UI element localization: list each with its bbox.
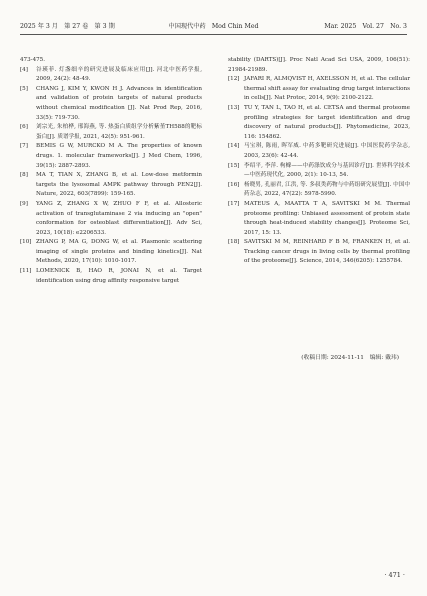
reference-item xyxy=(20,171,202,200)
reference-text: YANG Z, ZHANG X W, ZHUO F F, et al. Allosteric activation of transglutaminase 2 via inducing an "open" conformation for osteoblast differentiation[J]. Adv Sci, 2023, 10(18): e2206533. xyxy=(36,200,202,236)
reference-text: MA T, TIAN X, ZHANG B, et al. Low-dose metformin targets the lysosomal AMPK pathway through PEN2[J]. Nature, 2022, 603(7899): 159-165. xyxy=(36,172,202,198)
reference-text: MATEUS A, MAATTA T A, SAVITSKI M M. Thermal proteome profiling: Unbiased assessment of protein state through heat-induced stability changes[J]. Proteome Sci, 2017, 15: 13. xyxy=(244,200,410,236)
reference-text: CHANG J, KIM Y, KWON H J. Advances in identification and validation of protein targets of natural products without chemical modification [J]. Nat Prod Rep, 2016, 33(5): 719-730. xyxy=(36,85,202,121)
reference-item xyxy=(228,181,410,200)
reference-number: [7] xyxy=(20,143,28,150)
reference-text: BEMIS G W, MURCKO M A. The properties of known drugs. 1. molecular frameworks[J]. J Med Chem, 1996, 39(15): 2887-2893. xyxy=(36,143,202,169)
reference-item xyxy=(20,238,202,267)
reference-text: 谷瑛菲. 灯盏细辛的研究进展及临床应用[J]. 河北中医药学报, 2009, 24(2): 48-49. xyxy=(36,66,202,83)
received-date-editor-note: (收稿日期: 2024-11-11 编辑: 戴玮) xyxy=(301,355,399,361)
reference-text: JAFARI R, ALMQVIST H, AXELSSON H, et al. The cellular thermal shift assay for evaluating drug target interactions in cells[J]. Nat Protoc, 2014, 9(9): 2100-2122. xyxy=(244,76,410,102)
reference-number: [9] xyxy=(20,200,28,207)
reference-text: ZHANG P, MA G, DONG W, et al. Plasmonic scattering imaging of single proteins and binding kinetics[J]. Nat Methods, 2020, 17(10): 1010-1017. xyxy=(36,239,202,265)
reference-number: [4] xyxy=(20,66,28,73)
reference-number: [14] xyxy=(228,143,240,150)
header-issue-cn: 2025 年 3 月 第 27 卷 第 3 期 xyxy=(20,23,115,30)
reference-text: SAVITSKI M M, REINHARD F B M, FRANKEN H, et al. Tracking cancer drugs in living cells by thermal profiling of the proteome[J]. Science, 2014, 346(6205): 1255784. xyxy=(244,239,410,265)
references-left-column xyxy=(20,56,202,286)
reference-text: LOMENICK B, HAO R, JONAI N, et al. Target identification using drug affinity responsive target xyxy=(36,268,202,284)
reference-number: [18] xyxy=(228,239,240,246)
reference-number: [15] xyxy=(228,162,240,169)
reference-text: 杨晓男, 孔丽君, 江洪, 等. 多叔类药物与中药组研究展望[J]. 中国中药杂志, 2022, 47(22): 5978-5990. xyxy=(244,181,410,198)
reference-item xyxy=(20,142,202,171)
reference-text: TU Y, TAN L, TAO H, et al. CETSA and thermal proteome profiling strategies for target identification and drug discovery of natural products[J]. Phytomedicine, 2023, 116: 154862. xyxy=(244,104,410,140)
reference-continuation: 473-475. xyxy=(20,57,46,63)
page-number: · 471 · xyxy=(384,571,405,579)
reference-item xyxy=(228,75,410,104)
reference-number: [16] xyxy=(228,181,240,188)
reference-continuation: stability (DARTS)[J]. Proc Natl Acad Sci USA, 2009, 106(51): 21984-21989. xyxy=(228,57,410,73)
reference-text: 刘宗光, 朱柏桦, 邢海燕, 等. 热蛋白质组学分析紫堇TH588的靶标蛋白[J]. 质谱学报, 2021, 42(5): 951-961. xyxy=(36,124,202,140)
reference-number: [12] xyxy=(228,76,240,83)
running-header xyxy=(20,20,407,35)
reference-item xyxy=(20,85,202,123)
reference-number: [5] xyxy=(20,85,28,92)
reference-item xyxy=(228,142,410,161)
reference-number: [8] xyxy=(20,172,28,179)
reference-item xyxy=(20,66,202,85)
reference-number: [13] xyxy=(228,104,240,111)
reference-item xyxy=(228,104,410,142)
reference-item xyxy=(20,200,202,238)
reference-number: [11] xyxy=(20,268,32,275)
reference-item xyxy=(228,200,410,238)
reference-item xyxy=(20,123,202,142)
reference-number: [17] xyxy=(228,200,240,207)
reference-text: 马宝琪, 陈雨, 晖军威. 中药多靶研究进展[J]. 中国医院药学杂志, 2003, 23(6): 42-44. xyxy=(244,143,410,159)
reference-item xyxy=(20,267,202,286)
reference-item xyxy=(228,238,410,267)
reference-text: 李绍平, 李萍. 枸橼——中药涤饮成分与基因诊疗[J]. 世界科学技术—中医药现代化, 2000, 2(1): 10-13, 54. xyxy=(244,162,410,179)
reference-item xyxy=(228,162,410,181)
header-issue-en: Mar. 2025 Vol. 27 No. 3 xyxy=(324,23,407,30)
references-right-column xyxy=(228,56,410,267)
header-journal-name: 中国现代中药 Mod Chin Med xyxy=(168,23,259,30)
reference-number: [10] xyxy=(20,239,32,246)
reference-number: [6] xyxy=(20,124,28,131)
